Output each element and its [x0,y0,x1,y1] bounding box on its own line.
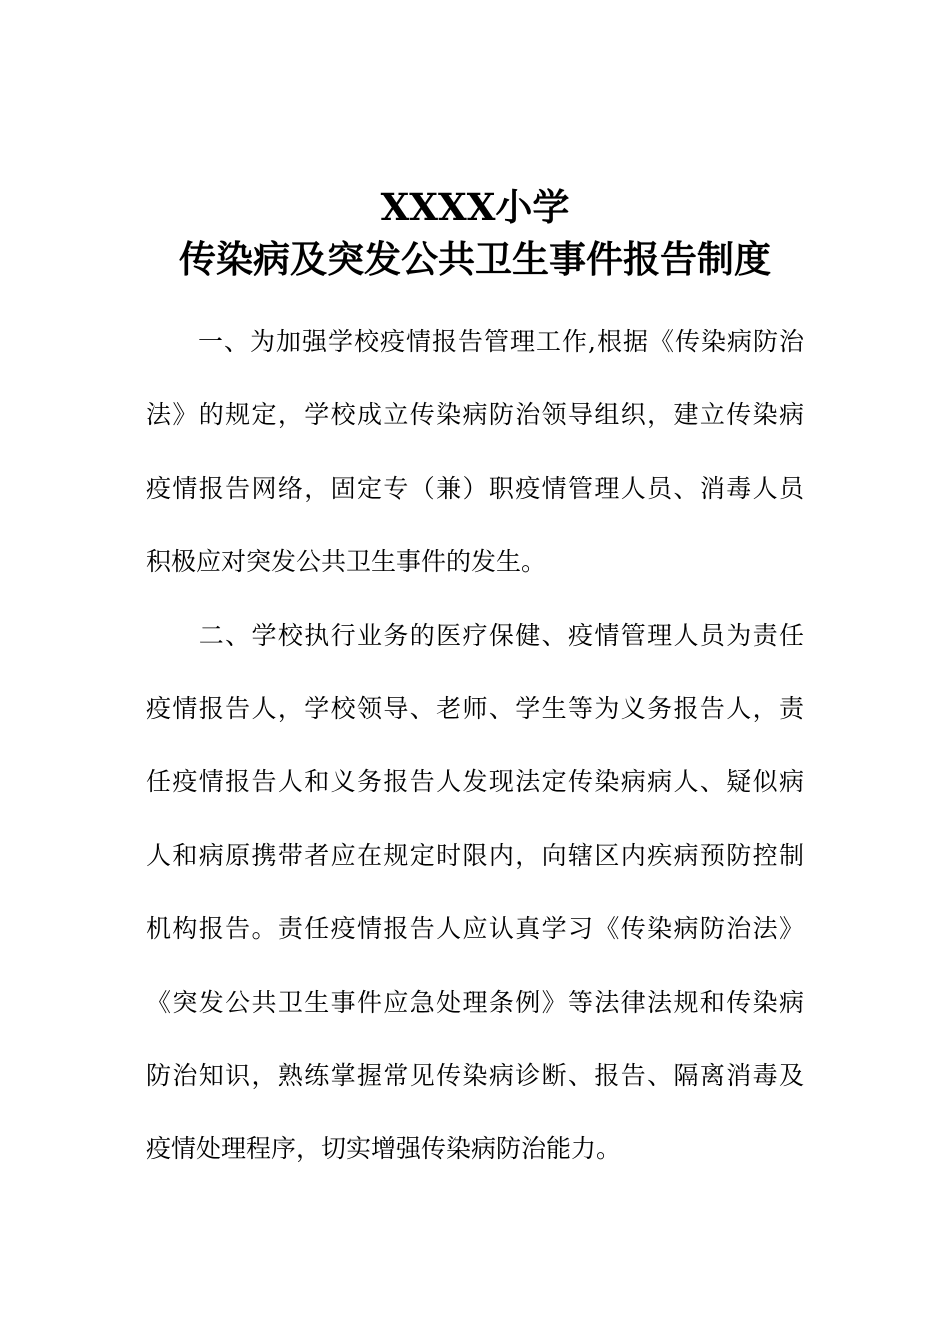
paragraph-line: 疫情报告人，学校领导、老师、学生等为义务报告人，责 [146,693,804,723]
document-title-school: XXXX小学 [380,185,570,229]
paragraph-line: 法》的规定，学校成立传染病防治领导组织，建立传染病 [146,400,804,430]
paragraph-line: 一、为加强学校疫情报告管理工作,根据《传染病防治 [146,327,804,356]
paragraph-line: 二、学校执行业务的医疗保健、疫情管理人员为责任 [146,620,804,650]
paragraph-line: 任疫情报告人和义务报告人发现法定传染病病人、疑似病 [146,767,804,797]
paragraph-line: 人和病原携带者应在规定时限内，向辖区内疾病预防控制 [146,840,804,870]
document-body [146,313,804,1194]
paragraph-1 [146,313,804,607]
paragraph-line: 机构报告。责任疫情报告人应认真学习《传染病防治法》 [146,914,804,944]
paragraph-line: 积极应对突发公共卫生事件的发生。 [146,547,547,577]
document-title-regulation: 传染病及突发公共卫生事件报告制度 [179,237,771,281]
paragraph-2 [146,607,804,1194]
paragraph-line: 防治知识，熟练掌握常见传染病诊断、报告、隔离消毒及 [146,1060,804,1090]
paragraph-line: 《突发公共卫生事件应急处理条例》等法律法规和传染病 [146,987,804,1017]
paragraph-line: 疫情处理程序，切实增强传染病防治能力。 [146,1134,622,1164]
paragraph-line: 疫情报告网络，固定专（兼）职疫情管理人员、消毒人员 [146,473,804,503]
